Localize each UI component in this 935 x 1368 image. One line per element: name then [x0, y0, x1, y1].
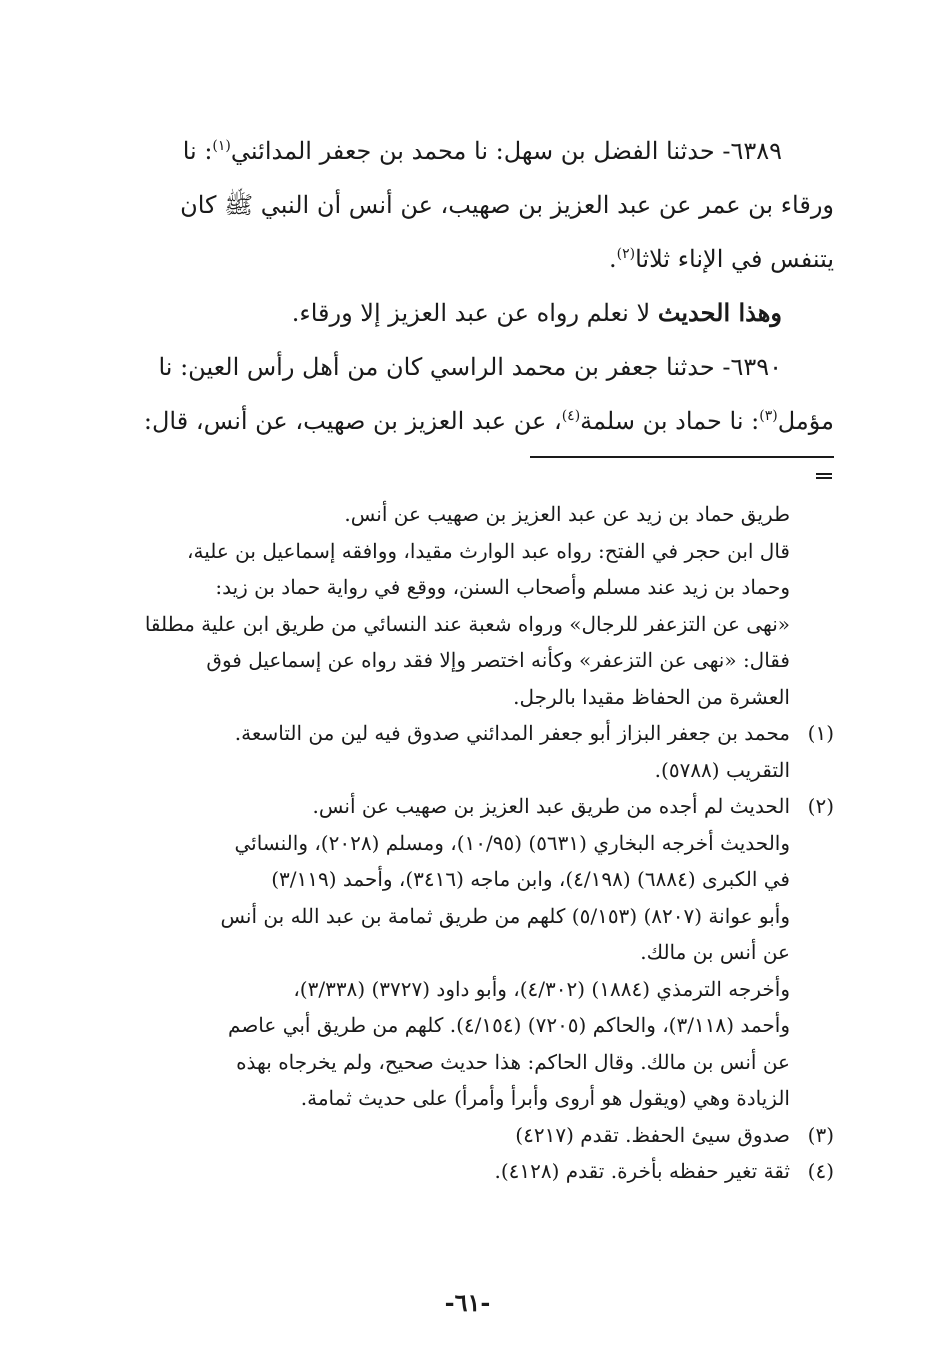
footnote-4 — [118, 1153, 834, 1190]
text-span: يتنفس في الإناء ثلاثا — [635, 245, 834, 273]
footnote-line: وأخرجه الترمذي (١٨٨٤) (٤/٣٠٢)، وأبو داود (٣٧٢٧) (٣/٣٣٨)، — [293, 976, 790, 1001]
footnote-line: الحديث لم أجده من طريق عبد العزيز بن صهيب عن أنس. — [312, 794, 790, 818]
text-span: ٦٣٨٩- حدثنا الفضل بن سهل: نا محمد بن جعفر المدائني — [230, 137, 782, 165]
footnote-line: وحماد بن زيد عند مسلم وأصحاب السنن، ووقع في رواية حماد بن زيد: — [215, 575, 790, 599]
hadith-6390-line-2 — [118, 394, 834, 448]
text-span: : نا حماد بن سلمة — [580, 407, 760, 435]
footnote-line: فقال: «نهى عن التزعفر» وكأنه اختصر وإلا فقد رواه عن إسماعيل فوق — [206, 648, 790, 672]
footnote-body — [118, 715, 790, 788]
footnote-number: (١) — [807, 721, 834, 745]
footnote-ref-4: (٤) — [561, 408, 581, 424]
footnote-continuation — [118, 496, 834, 715]
footnote-body — [118, 1153, 790, 1190]
footnote-separator — [530, 456, 834, 458]
footnotes — [118, 496, 834, 1190]
footnote-line: وأبو عوانة (٨٢٠٧) (٥/١٥٣) كلهم من طريق ثمامة بن عبد الله بن أنس — [220, 903, 790, 928]
commentary-paragraph — [118, 286, 834, 340]
footnote-line: في الكبرى (٦٨٨٤) (٤/١٩٨)، وابن ماجه (٣٤١٦)، وأحمد (٣/١١٩) — [271, 867, 790, 891]
footnote-line: العشرة من الحفاظ مقيدا بالرجل. — [513, 684, 790, 709]
footnote-number: (٣) — [807, 1122, 834, 1147]
text-span: : نا — [182, 137, 213, 165]
continuation-mark — [816, 473, 832, 479]
footnote-line: الزيادة وهي (ويقول هو أروى وأبرأ وأمرأ) على حديث ثمامة. — [300, 1086, 790, 1110]
text-span: ، عن عبد العزيز بن صهيب، عن أنس، قال: — [143, 407, 562, 435]
footnote-line: التقريب (٥٧٨٨). — [654, 757, 790, 782]
footnote-number: (٤) — [807, 1159, 834, 1183]
text-span: لا نعلم رواه عن عبد العزيز إلا ورقاء. — [291, 299, 658, 327]
footnote-line: قال ابن حجر في الفتح: رواه عبد الوارث مقيدا، ووافقه إسماعيل بن علية، — [187, 538, 790, 563]
page-number: -٦١- — [444, 1288, 491, 1317]
hadith-6389-line-2: ورقاء بن عمر عن عبد العزيز بن صهيب، عن أنس أن النبي ﷺ كان — [180, 191, 834, 219]
main-text — [118, 124, 834, 448]
text-span: . — [609, 245, 617, 273]
footnote-2 — [118, 788, 834, 1117]
footnote-body — [118, 1117, 790, 1154]
footnote-body — [118, 788, 790, 1117]
footnote-1 — [118, 715, 834, 788]
hadith-6390-line-1: ٦٣٩٠- حدثنا جعفر بن محمد الراسي كان من أهل رأس العين: نا — [158, 353, 782, 381]
footnote-line: «نهى عن التزعفر للرجال» ورواه شعبة عند النسائي من طريق ابن علية مطلقا — [144, 611, 790, 636]
footnote-line: ثقة تغير حفظه بأخرة. تقدم (٤١٢٨). — [494, 1159, 790, 1183]
footnote-line: عن أنس بن مالك. — [640, 940, 790, 964]
hadith-6389-line-3 — [118, 232, 834, 286]
hadith-6389-line-1 — [118, 124, 834, 178]
footnote-line: طريق حماد بن زيد عن عبد العزيز بن صهيب عن أنس. — [344, 502, 790, 526]
text-span: مؤمل — [777, 407, 834, 435]
footnote-line: صدوق سيئ الحفظ. تقدم (٤٢١٧) — [515, 1122, 790, 1147]
footnote-3 — [118, 1117, 834, 1154]
footnote-line: عن أنس بن مالك. وقال الحاكم: هذا حديث صحيح، ولم يخرجاه بهذه — [236, 1049, 790, 1074]
footnote-ref-3: (٣) — [759, 408, 778, 424]
footnote-number: (٢) — [807, 794, 834, 818]
footnote-line: وأحمد (٣/١١٨)، والحاكم (٧٢٠٥) (٤/١٥٤). كلهم من طريق أبي عاصم — [228, 1013, 790, 1037]
footnote-ref-1: (١) — [212, 138, 231, 154]
footnote-ref-2: (٢) — [616, 246, 636, 262]
bold-phrase: وهذا الحديث — [657, 298, 782, 327]
footnote-line: والحديث أخرجه البخاري (٥٦٣١) (١٠/٩٥)، ومسلم (٢٠٢٨)، والنسائي — [234, 830, 790, 855]
footnote-line: محمد بن جعفر البزاز أبو جعفر المدائني صدوق فيه لين من التاسعة. — [234, 721, 790, 745]
